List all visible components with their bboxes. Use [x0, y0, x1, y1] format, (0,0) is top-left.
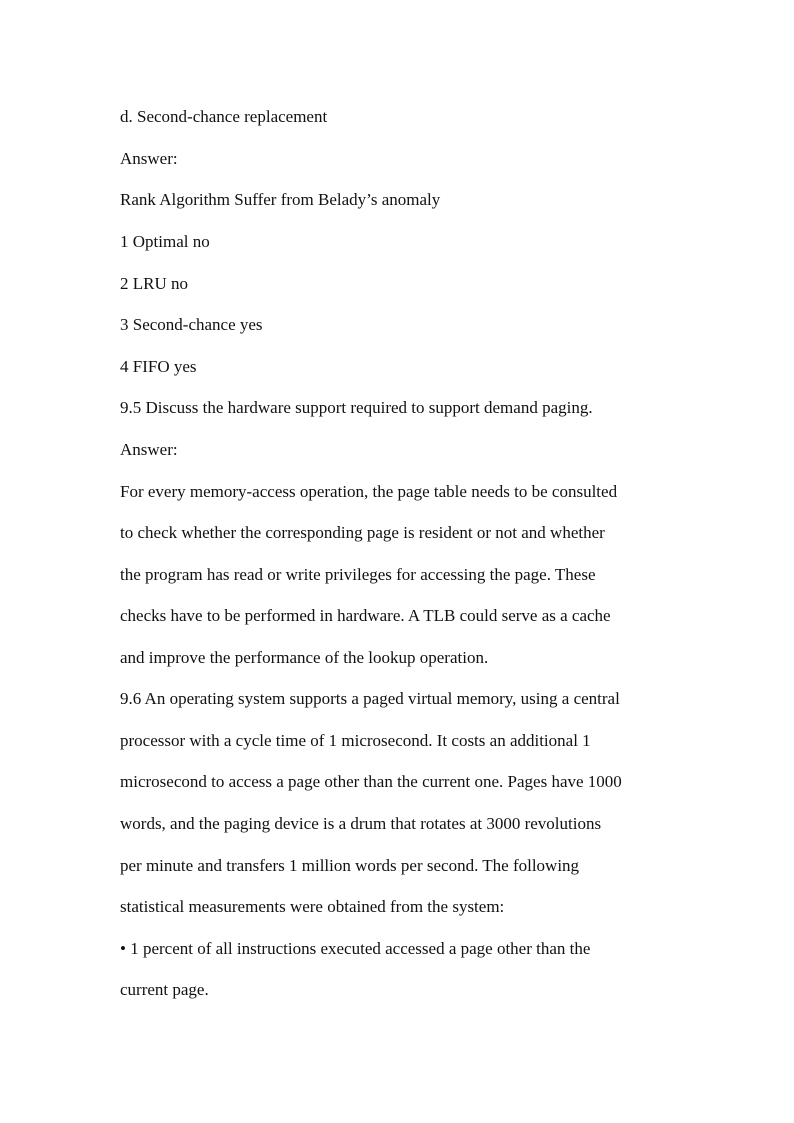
text-line: processor with a cycle time of 1 microsecond. It costs an additional 1: [120, 731, 591, 750]
text-line: 9.6 An operating system supports a paged virtual memory, using a central: [120, 689, 620, 708]
text-line: statistical measurements were obtained from the system:: [120, 897, 505, 916]
text-line: 4 FIFO yes: [120, 357, 197, 376]
text-line: current page.: [120, 980, 209, 999]
text-line: Answer:: [120, 440, 178, 459]
text-line: 1 Optimal no: [120, 232, 210, 251]
text-line: d. Second-chance replacement: [120, 107, 328, 126]
text-line: For every memory-access operation, the page table needs to be consulted: [120, 482, 618, 501]
text-line: 9.5 Discuss the hardware support required to support demand paging.: [120, 398, 593, 417]
text-line: the program has read or write privileges for accessing the page. These: [120, 565, 596, 584]
text-line: Rank Algorithm Suffer from Belady’s anomaly: [120, 190, 441, 209]
text-line: 3 Second-chance yes: [120, 315, 263, 334]
text-line: microsecond to access a page other than the current one. Pages have 1000: [120, 772, 622, 791]
text-line: and improve the performance of the lookup operation.: [120, 648, 489, 667]
bullet-text-line: • 1 percent of all instructions executed accessed a page other than the: [120, 939, 591, 958]
text-line: per minute and transfers 1 million words per second. The following: [120, 856, 580, 875]
text-line: checks have to be performed in hardware. A TLB could serve as a cache: [120, 606, 611, 625]
text-line: to check whether the corresponding page is resident or not and whether: [120, 523, 605, 542]
text-line: words, and the paging device is a drum that rotates at 3000 revolutions: [120, 814, 602, 833]
text-line: Answer:: [120, 149, 178, 168]
text-line: 2 LRU no: [120, 274, 188, 293]
